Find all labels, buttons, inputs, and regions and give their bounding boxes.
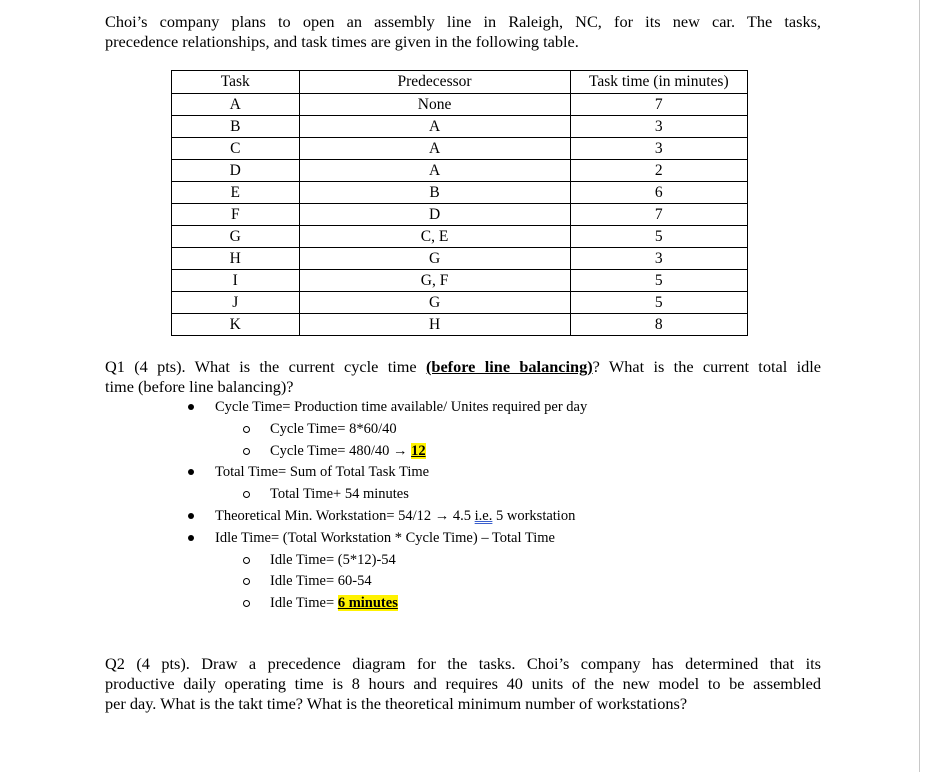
idle-time-value: 6 minutes <box>337 595 398 611</box>
intro-line-2: precedence relationships, and task times are given in the following table. <box>105 32 579 51</box>
cell-task-time: 7 <box>570 204 747 226</box>
cell-task-time: 2 <box>570 160 747 182</box>
sub-bullet-circle <box>243 600 250 607</box>
table-row <box>172 160 748 182</box>
answer-min-workstations <box>215 507 575 525</box>
cell-task: J <box>172 292 300 314</box>
cell-predecessor: A <box>299 160 570 182</box>
table-row <box>172 138 748 160</box>
answer-idle-time-calc-1: Idle Time= (5*12)-54 <box>270 552 396 568</box>
cell-task: B <box>172 116 300 138</box>
table-row <box>172 248 748 270</box>
cycle-time-value: 12 <box>411 443 426 459</box>
cell-task-time: 5 <box>570 226 747 248</box>
task-table <box>171 70 748 336</box>
table-row <box>172 292 748 314</box>
cell-predecessor: A <box>299 116 570 138</box>
cell-predecessor: G <box>299 292 570 314</box>
cell-task: I <box>172 270 300 292</box>
cell-predecessor: D <box>299 204 570 226</box>
ie-abbrev: i.e. <box>474 508 493 524</box>
table-row <box>172 116 748 138</box>
question-1 <box>105 357 821 397</box>
cell-predecessor: G, F <box>299 270 570 292</box>
q1-prefix: Q1 (4 pts). What is the current cycle time <box>105 357 426 376</box>
table-row <box>172 94 748 116</box>
sub-bullet-circle <box>243 426 250 433</box>
question-2 <box>105 654 821 714</box>
q2-line-2: productive daily operating time is 8 hours and requires 40 units of the new model to be assembled <box>105 674 821 693</box>
bullet-dot <box>188 469 194 475</box>
cell-predecessor: None <box>299 94 570 116</box>
q1-line-1 <box>105 357 821 377</box>
sub-bullet-circle <box>243 557 250 564</box>
answer-cycle-time-def: Cycle Time= Production time available/ Unites required per day <box>215 399 588 415</box>
cell-task-time: 3 <box>570 116 747 138</box>
cell-task-time: 7 <box>570 94 747 116</box>
sub-bullet-circle <box>243 491 250 498</box>
header-task: Task <box>172 71 300 94</box>
cell-predecessor: B <box>299 182 570 204</box>
sub-bullet-circle <box>243 448 250 455</box>
answer-cycle-time-result <box>270 442 426 460</box>
table-row <box>172 182 748 204</box>
bullet-dot <box>188 513 194 519</box>
q1-emphasis: (before line balancing) <box>425 357 593 376</box>
table-row <box>172 226 748 248</box>
table-row <box>172 204 748 226</box>
cell-predecessor: A <box>299 138 570 160</box>
answer-idle-time-def: Idle Time= (Total Workstation * Cycle Time) – Total Time <box>215 530 555 546</box>
table-row <box>172 270 748 292</box>
q1-suffix: ? What is the current total idle <box>592 357 821 376</box>
answer-idle-time-calc-2: Idle Time= 60-54 <box>270 573 372 589</box>
answer-total-time-calc: Total Time+ 54 minutes <box>270 486 409 502</box>
cycle-time-result-label: Cycle Time= 480/40 → <box>270 443 412 459</box>
cell-task: K <box>172 314 300 336</box>
cell-predecessor: H <box>299 314 570 336</box>
intro-paragraph <box>105 12 821 52</box>
cell-task: C <box>172 138 300 160</box>
answer-idle-time-result <box>270 594 398 612</box>
cell-task: F <box>172 204 300 226</box>
min-workstations-result: 5 workstation <box>492 508 576 524</box>
answer-total-time-def: Total Time= Sum of Total Task Time <box>215 464 430 480</box>
cell-task-time: 5 <box>570 270 747 292</box>
min-workstations-calc: Theoretical Min. Workstation= 54/12 → 4.5 <box>215 508 475 524</box>
answer-cycle-time-calc: Cycle Time= 8*60/40 <box>270 421 397 437</box>
q1-line-2: time (before line balancing)? <box>105 377 294 396</box>
bullet-dot <box>188 535 194 541</box>
cell-task: A <box>172 94 300 116</box>
cell-task-time: 3 <box>570 138 747 160</box>
cell-task-time: 8 <box>570 314 747 336</box>
cell-task-time: 6 <box>570 182 747 204</box>
cell-task: H <box>172 248 300 270</box>
idle-time-result-label: Idle Time= <box>270 595 338 611</box>
cell-task-time: 5 <box>570 292 747 314</box>
sub-bullet-circle <box>243 578 250 585</box>
bullet-dot <box>188 404 194 410</box>
table-header-row <box>172 71 748 94</box>
q2-line-1: Q2 (4 pts). Draw a precedence diagram for the tasks. Choi’s company has determined that its <box>105 654 821 673</box>
cell-task: D <box>172 160 300 182</box>
intro-line-1: Choi’s company plans to open an assembly line in Raleigh, NC, for its new car. The tasks, <box>105 12 821 31</box>
cell-task: G <box>172 226 300 248</box>
q2-line-3: per day. What is the takt time? What is the theoretical minimum number of workstations? <box>105 694 688 713</box>
header-task-time: Task time (in minutes) <box>570 71 747 94</box>
header-predecessor: Predecessor <box>299 71 570 94</box>
cell-predecessor: C, E <box>299 226 570 248</box>
cell-task: E <box>172 182 300 204</box>
cell-predecessor: G <box>299 248 570 270</box>
cell-task-time: 3 <box>570 248 747 270</box>
table-row <box>172 314 748 336</box>
page-edge-divider <box>919 0 920 772</box>
